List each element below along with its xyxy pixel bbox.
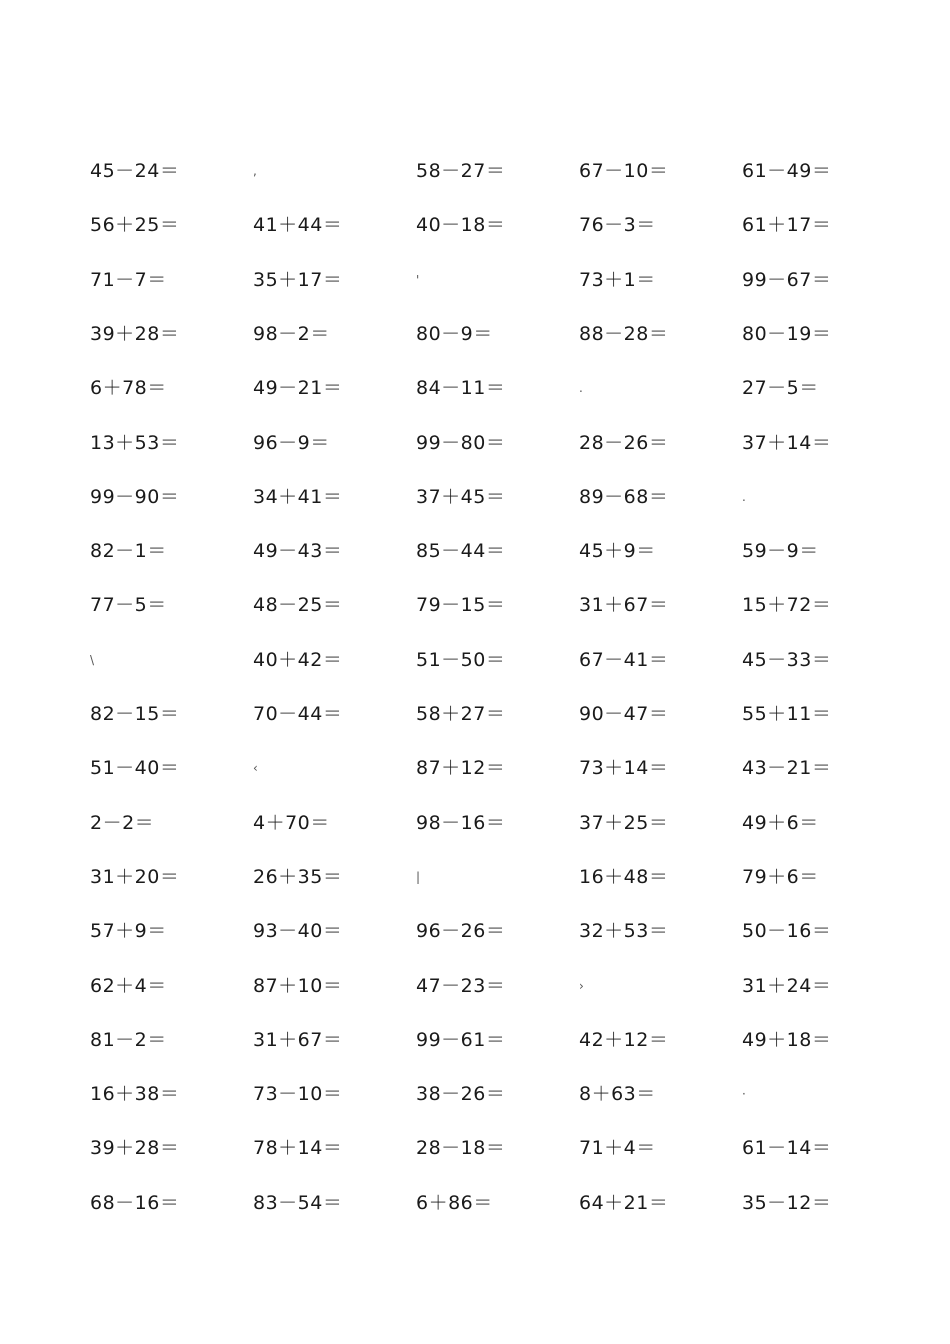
math-problem: 6＋86＝ [416, 1191, 493, 1214]
math-problem: 98－2＝ [253, 322, 330, 345]
math-problem: 79－15＝ [416, 594, 506, 617]
stray-mark: . [742, 489, 747, 504]
stray-mark: , [253, 164, 258, 178]
problem-row [0, 144, 950, 198]
math-problem: 99－61＝ [416, 1028, 506, 1051]
math-problem: 41＋44＝ [253, 214, 343, 237]
math-problem: 70－44＝ [253, 703, 343, 725]
math-problem: 89－68＝ [579, 485, 669, 508]
problem-row [0, 198, 950, 252]
math-problem: 99－90＝ [90, 485, 180, 508]
math-problem: 34＋41＝ [253, 485, 343, 508]
math-problem: 31＋67＝ [579, 594, 669, 617]
math-problem: 48－25＝ [253, 594, 343, 617]
math-problem: 45－24＝ [90, 160, 180, 182]
math-problem: 62＋4＝ [90, 974, 167, 997]
math-problem: 37＋25＝ [579, 811, 669, 834]
math-problem: 71－7＝ [90, 268, 167, 291]
math-problem: 45＋9＝ [579, 540, 656, 563]
problem-row [0, 959, 950, 1013]
problem-row [0, 416, 950, 470]
math-problem: 8＋63＝ [579, 1083, 656, 1106]
math-problem: 82－1＝ [90, 540, 167, 563]
math-problem: 13＋53＝ [90, 431, 180, 454]
math-problem: 42＋12＝ [579, 1028, 669, 1051]
math-problem: 31＋24＝ [742, 974, 832, 997]
math-problem: 49＋18＝ [742, 1028, 832, 1051]
math-problem: 87＋10＝ [253, 974, 343, 997]
math-problem: 37＋14＝ [742, 431, 832, 454]
math-problem: 35－12＝ [742, 1191, 832, 1214]
math-problem: 96－26＝ [416, 920, 506, 943]
problem-row [0, 253, 950, 307]
math-problem: 50－16＝ [742, 920, 832, 943]
math-problem: 90－47＝ [579, 703, 669, 725]
problem-row [0, 1121, 950, 1175]
stray-mark: › [579, 978, 585, 993]
problem-row [0, 850, 950, 904]
math-problem: 2－2＝ [90, 811, 155, 834]
math-problem: 80－9＝ [416, 322, 493, 345]
math-problem: 99－80＝ [416, 431, 506, 454]
math-problem: 16＋48＝ [579, 865, 669, 888]
problem-row [0, 524, 950, 578]
math-problem: 76－3＝ [579, 214, 656, 237]
math-problem: 85－44＝ [416, 540, 506, 563]
math-problem: 27－5＝ [742, 377, 819, 400]
math-problem: 67－10＝ [579, 160, 669, 182]
math-problem: 58＋27＝ [416, 703, 506, 725]
math-problem: 51－50＝ [416, 648, 506, 671]
math-problem: 16＋38＝ [90, 1083, 180, 1106]
stray-mark: . [579, 381, 584, 396]
math-problem: 49－43＝ [253, 540, 343, 563]
math-problem: 81－2＝ [90, 1028, 167, 1051]
math-problem: 64＋21＝ [579, 1191, 669, 1214]
math-problem: 61－14＝ [742, 1137, 832, 1160]
problem-row [0, 633, 950, 687]
math-problem: 99－67＝ [742, 268, 832, 291]
math-problem: 73－10＝ [253, 1083, 343, 1106]
math-problem: 80－19＝ [742, 322, 832, 345]
math-problem: 93－40＝ [253, 920, 343, 943]
math-problem: 32＋53＝ [579, 920, 669, 943]
math-problem: 88－28＝ [579, 322, 669, 345]
problem-row [0, 470, 950, 524]
math-problem: 87＋12＝ [416, 757, 506, 780]
problem-row [0, 741, 950, 795]
math-problem: 35＋17＝ [253, 268, 343, 291]
math-problem: 51－40＝ [90, 757, 180, 780]
math-problem: 57＋9＝ [90, 920, 167, 943]
math-problem: 55＋11＝ [742, 703, 832, 725]
math-problem: 15＋72＝ [742, 594, 832, 617]
math-problem: 38－26＝ [416, 1083, 506, 1106]
problem-row [0, 1013, 950, 1067]
math-problem: 77－5＝ [90, 594, 167, 617]
math-problem: 49＋6＝ [742, 811, 819, 834]
math-problem: 39＋28＝ [90, 322, 180, 345]
math-problem: 82－15＝ [90, 703, 180, 725]
math-problem: 31＋67＝ [253, 1028, 343, 1051]
math-problem: 79＋6＝ [742, 865, 819, 888]
stray-mark: · [742, 1087, 747, 1102]
math-problem: 83－54＝ [253, 1191, 343, 1214]
math-problem: 39＋28＝ [90, 1137, 180, 1160]
problem-row [0, 1067, 950, 1121]
math-problem: 73＋1＝ [579, 268, 656, 291]
problem-row [0, 1176, 950, 1230]
math-problem: 67－41＝ [579, 648, 669, 671]
math-problem: 56＋25＝ [90, 214, 180, 237]
math-problem: 4＋70＝ [253, 811, 330, 834]
math-problem: 78＋14＝ [253, 1137, 343, 1160]
math-problem: 59－9＝ [742, 540, 819, 563]
math-problem: 47－23＝ [416, 974, 506, 997]
problem-row [0, 796, 950, 850]
math-problem: 31＋20＝ [90, 865, 180, 888]
math-problem: 49－21＝ [253, 377, 343, 400]
math-problem: 6＋78＝ [90, 377, 167, 400]
math-problem: 45－33＝ [742, 648, 832, 671]
math-problem: 98－16＝ [416, 811, 506, 834]
problem-row [0, 687, 950, 741]
math-problem: 61＋17＝ [742, 214, 832, 237]
math-problem: 40＋42＝ [253, 648, 343, 671]
stray-mark: | [416, 869, 421, 884]
math-problem: 26＋35＝ [253, 865, 343, 888]
math-problem: 37＋45＝ [416, 485, 506, 508]
math-problem: 28－26＝ [579, 431, 669, 454]
math-problem: 61－49＝ [742, 160, 832, 182]
math-problem: 71＋4＝ [579, 1137, 656, 1160]
math-problem: 96－9＝ [253, 431, 330, 454]
problem-row [0, 904, 950, 958]
problem-row [0, 307, 950, 361]
problem-row [0, 578, 950, 632]
math-problem: 40－18＝ [416, 214, 506, 237]
math-problem: 84－11＝ [416, 377, 506, 400]
stray-mark: \ [90, 652, 95, 667]
math-problem: 73＋14＝ [579, 757, 669, 780]
stray-mark: ‹ [253, 761, 259, 776]
math-problem: 43－21＝ [742, 757, 832, 780]
stray-mark: ' [416, 272, 420, 287]
problem-row [0, 361, 950, 415]
math-problem: 68－16＝ [90, 1191, 180, 1214]
math-problem: 28－18＝ [416, 1137, 506, 1160]
math-problem: 58－27＝ [416, 160, 506, 182]
